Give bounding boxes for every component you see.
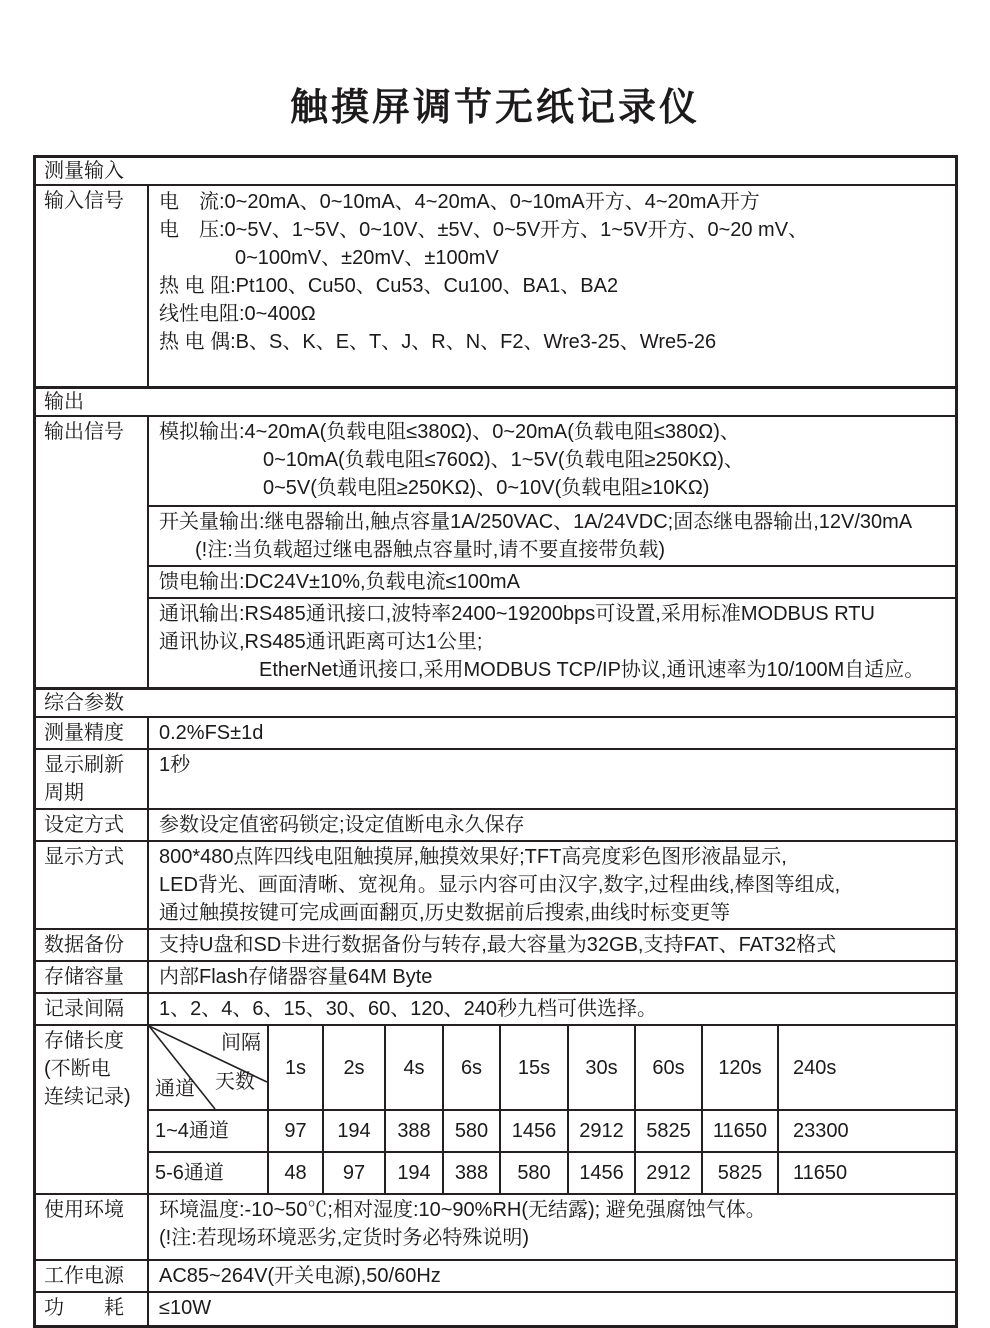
row-content xyxy=(149,186,955,386)
row-power-consumption xyxy=(36,1291,955,1325)
row-label: 使用环境 xyxy=(36,1195,149,1259)
row-refresh-cycle xyxy=(36,748,955,808)
column-header: 120s xyxy=(701,1026,777,1109)
row-setting-mode xyxy=(36,808,955,840)
storage-header-row xyxy=(149,1026,955,1109)
spec-line: 开关量输出:继电器输出,触点容量1A/250VAC、1A/24VDC;固态继电器输出,12V/30mA xyxy=(159,511,913,533)
spec-line: 1、2、4、6、15、30、60、120、240秒九档可供选择。 xyxy=(159,998,657,1020)
table-cell: 2912 xyxy=(567,1111,634,1151)
spec-line: 0.2%FS±1d xyxy=(159,722,264,744)
row-content xyxy=(149,994,955,1024)
row-display-mode xyxy=(36,840,955,928)
table-cell: 5825 xyxy=(634,1111,701,1151)
spec-line: 馈电输出:DC24V±10%,负载电流≤100mA xyxy=(159,571,520,593)
label-line: 存储长度 xyxy=(44,1030,124,1052)
table-cell: 1456 xyxy=(499,1111,567,1151)
row-content xyxy=(149,1293,955,1325)
table-cell: 48 xyxy=(267,1153,322,1193)
spec-line: 参数设定值密码锁定;设定值断电永久保存 xyxy=(159,814,525,836)
spec-line: 通过触摸按键可完成画面翻页,历史数据前后搜索,曲线时标变更等 xyxy=(159,902,731,924)
column-header: 60s xyxy=(634,1026,701,1109)
row-label: 输出信号 xyxy=(36,417,149,687)
corner-label-days: 天数 xyxy=(215,1071,255,1093)
table-cell: 23300 xyxy=(777,1111,955,1151)
spec-line: 800*480点阵四线电阻触摸屏,触摸效果好;TFT高亮度彩色图形液晶显示, xyxy=(159,846,787,868)
spec-line: AC85~264V(开关电源),50/60Hz xyxy=(159,1265,441,1287)
row-content xyxy=(149,810,955,840)
row-record-interval xyxy=(36,992,955,1024)
row-environment xyxy=(36,1193,955,1259)
spec-line: 热 电 偶:B、S、K、E、T、J、R、N、F2、Wre3-25、Wre5-26 xyxy=(159,331,717,353)
column-header: 15s xyxy=(499,1026,567,1109)
row-label: 功 耗 xyxy=(36,1293,149,1325)
spec-line: 通讯协议,RS485通讯距离可达1公里; xyxy=(159,631,483,653)
section-header-general: 综合参数 xyxy=(36,687,955,716)
row-content xyxy=(149,1026,955,1193)
row-label: 测量精度 xyxy=(36,718,149,748)
section-header-measure-input: 测量输入 xyxy=(44,160,124,182)
spec-line: 通讯输出:RS485通讯接口,波特率2400~19200bps可设置,采用标准MODBUS RTU xyxy=(159,603,875,625)
storage-row-ch5-6 xyxy=(149,1151,955,1193)
column-header: 2s xyxy=(322,1026,384,1109)
page-title: 触摸屏调节无纸记录仪 xyxy=(289,87,700,129)
table-cell: 2912 xyxy=(634,1153,701,1193)
column-header: 4s xyxy=(384,1026,442,1109)
row-storage-capacity xyxy=(36,960,955,992)
subrow-feed-output xyxy=(149,565,955,597)
row-data-backup xyxy=(36,928,955,960)
spec-line: 模拟输出:4~20mA(负载电阻≤380Ω)、0~20mA(负载电阻≤380Ω)、 xyxy=(159,421,740,443)
row-power-supply xyxy=(36,1259,955,1291)
row-storage-length xyxy=(36,1024,955,1193)
row-header: 1~4通道 xyxy=(155,1120,229,1142)
row-content xyxy=(149,750,955,808)
table-cell: 388 xyxy=(442,1153,499,1193)
subrow-comm-output xyxy=(149,597,955,687)
spec-line: 0~100mV、±20mV、±100mV xyxy=(235,247,499,269)
row-content xyxy=(149,930,955,960)
label-line: 连续记录) xyxy=(44,1086,131,1108)
row-header: 5-6通道 xyxy=(155,1162,224,1184)
table-cell: 580 xyxy=(442,1111,499,1151)
spec-line: (!注:若现场环境恶劣,定货时务必特殊说明) xyxy=(159,1227,529,1249)
label-line: (不断电 xyxy=(44,1058,111,1080)
table-cell: 388 xyxy=(384,1111,442,1151)
table-cell: 1456 xyxy=(567,1153,634,1193)
row-label: 记录间隔 xyxy=(36,994,149,1024)
corner-label-interval: 间隔 xyxy=(221,1032,261,1054)
spec-line: 电 压:0~5V、1~5V、0~10V、±5V、0~5V开方、1~5V开方、0~20 mV、 xyxy=(159,219,809,241)
spec-line: 0~5V(负载电阻≥250KΩ)、0~10V(负载电阻≥10KΩ) xyxy=(263,477,710,499)
spec-line: EtherNet通讯接口,采用MODBUS TCP/IP协议,通讯速率为10/100M自适应。 xyxy=(259,659,925,681)
row-label: 显示方式 xyxy=(36,842,149,928)
row-label: 设定方式 xyxy=(36,810,149,840)
label-line: 周期 xyxy=(44,782,84,804)
row-content xyxy=(149,842,955,928)
table-cell: 194 xyxy=(384,1153,442,1193)
column-header: 6s xyxy=(442,1026,499,1109)
row-content xyxy=(149,718,955,748)
label-line: 显示刷新 xyxy=(44,754,124,776)
row-content xyxy=(149,417,955,687)
storage-row-ch1-4 xyxy=(149,1109,955,1151)
row-input-signal xyxy=(36,184,955,386)
table-cell: 11650 xyxy=(701,1111,777,1151)
spec-table xyxy=(33,155,958,1328)
spec-line: 0~10mA(负载电阻≤760Ω)、1~5V(负载电阻≥250KΩ)、 xyxy=(263,449,744,471)
storage-table xyxy=(149,1026,955,1193)
row-content xyxy=(149,1195,955,1259)
column-header: 240s xyxy=(777,1026,955,1109)
spec-line: 1秒 xyxy=(159,754,191,776)
table-cell: 97 xyxy=(322,1153,384,1193)
spec-line: ≤10W xyxy=(159,1297,212,1319)
row-label xyxy=(36,1026,149,1193)
table-cell: 5825 xyxy=(701,1153,777,1193)
spec-line: (!注:当负载超过继电器触点容量时,请不要直接带负载) xyxy=(195,539,665,561)
table-cell: 194 xyxy=(322,1111,384,1151)
row-label: 工作电源 xyxy=(36,1261,149,1291)
spec-line: 电 流:0~20mA、0~10mA、4~20mA、0~10mA开方、4~20mA开方 xyxy=(159,191,760,213)
spec-line: 支持U盘和SD卡进行数据备份与转存,最大容量为32GB,支持FAT、FAT32格式 xyxy=(159,934,837,956)
table-cell: 580 xyxy=(499,1153,567,1193)
row-accuracy xyxy=(36,716,955,748)
subrow-analog-output xyxy=(149,417,955,505)
spec-line: LED背光、画面清晰、宽视角。显示内容可由汉字,数字,过程曲线,棒图等组成, xyxy=(159,874,841,896)
row-label: 数据备份 xyxy=(36,930,149,960)
row-output-signal xyxy=(36,415,955,687)
column-header: 30s xyxy=(567,1026,634,1109)
column-header: 1s xyxy=(267,1026,322,1109)
spec-line: 环境温度:-10~50℃;相对湿度:10~90%RH(无结露); 避免强腐蚀气体。 xyxy=(159,1199,766,1221)
row-content xyxy=(149,1261,955,1291)
row-label xyxy=(36,750,149,808)
table-cell: 97 xyxy=(267,1111,322,1151)
row-label: 存储容量 xyxy=(36,962,149,992)
section-header-output: 输出 xyxy=(36,386,955,415)
corner-label-channel: 通道 xyxy=(155,1078,195,1100)
spec-line: 内部Flash存储器容量64M Byte xyxy=(159,966,433,988)
subrow-switch-output xyxy=(149,505,955,565)
spec-line: 热 电 阻:Pt100、Cu50、Cu53、Cu100、BA1、BA2 xyxy=(159,275,619,297)
storage-diagonal-header-cell xyxy=(149,1026,267,1109)
spec-line: 线性电阻:0~400Ω xyxy=(159,303,316,325)
table-cell: 11650 xyxy=(777,1153,955,1193)
row-label: 输入信号 xyxy=(36,186,149,386)
row-content xyxy=(149,962,955,992)
